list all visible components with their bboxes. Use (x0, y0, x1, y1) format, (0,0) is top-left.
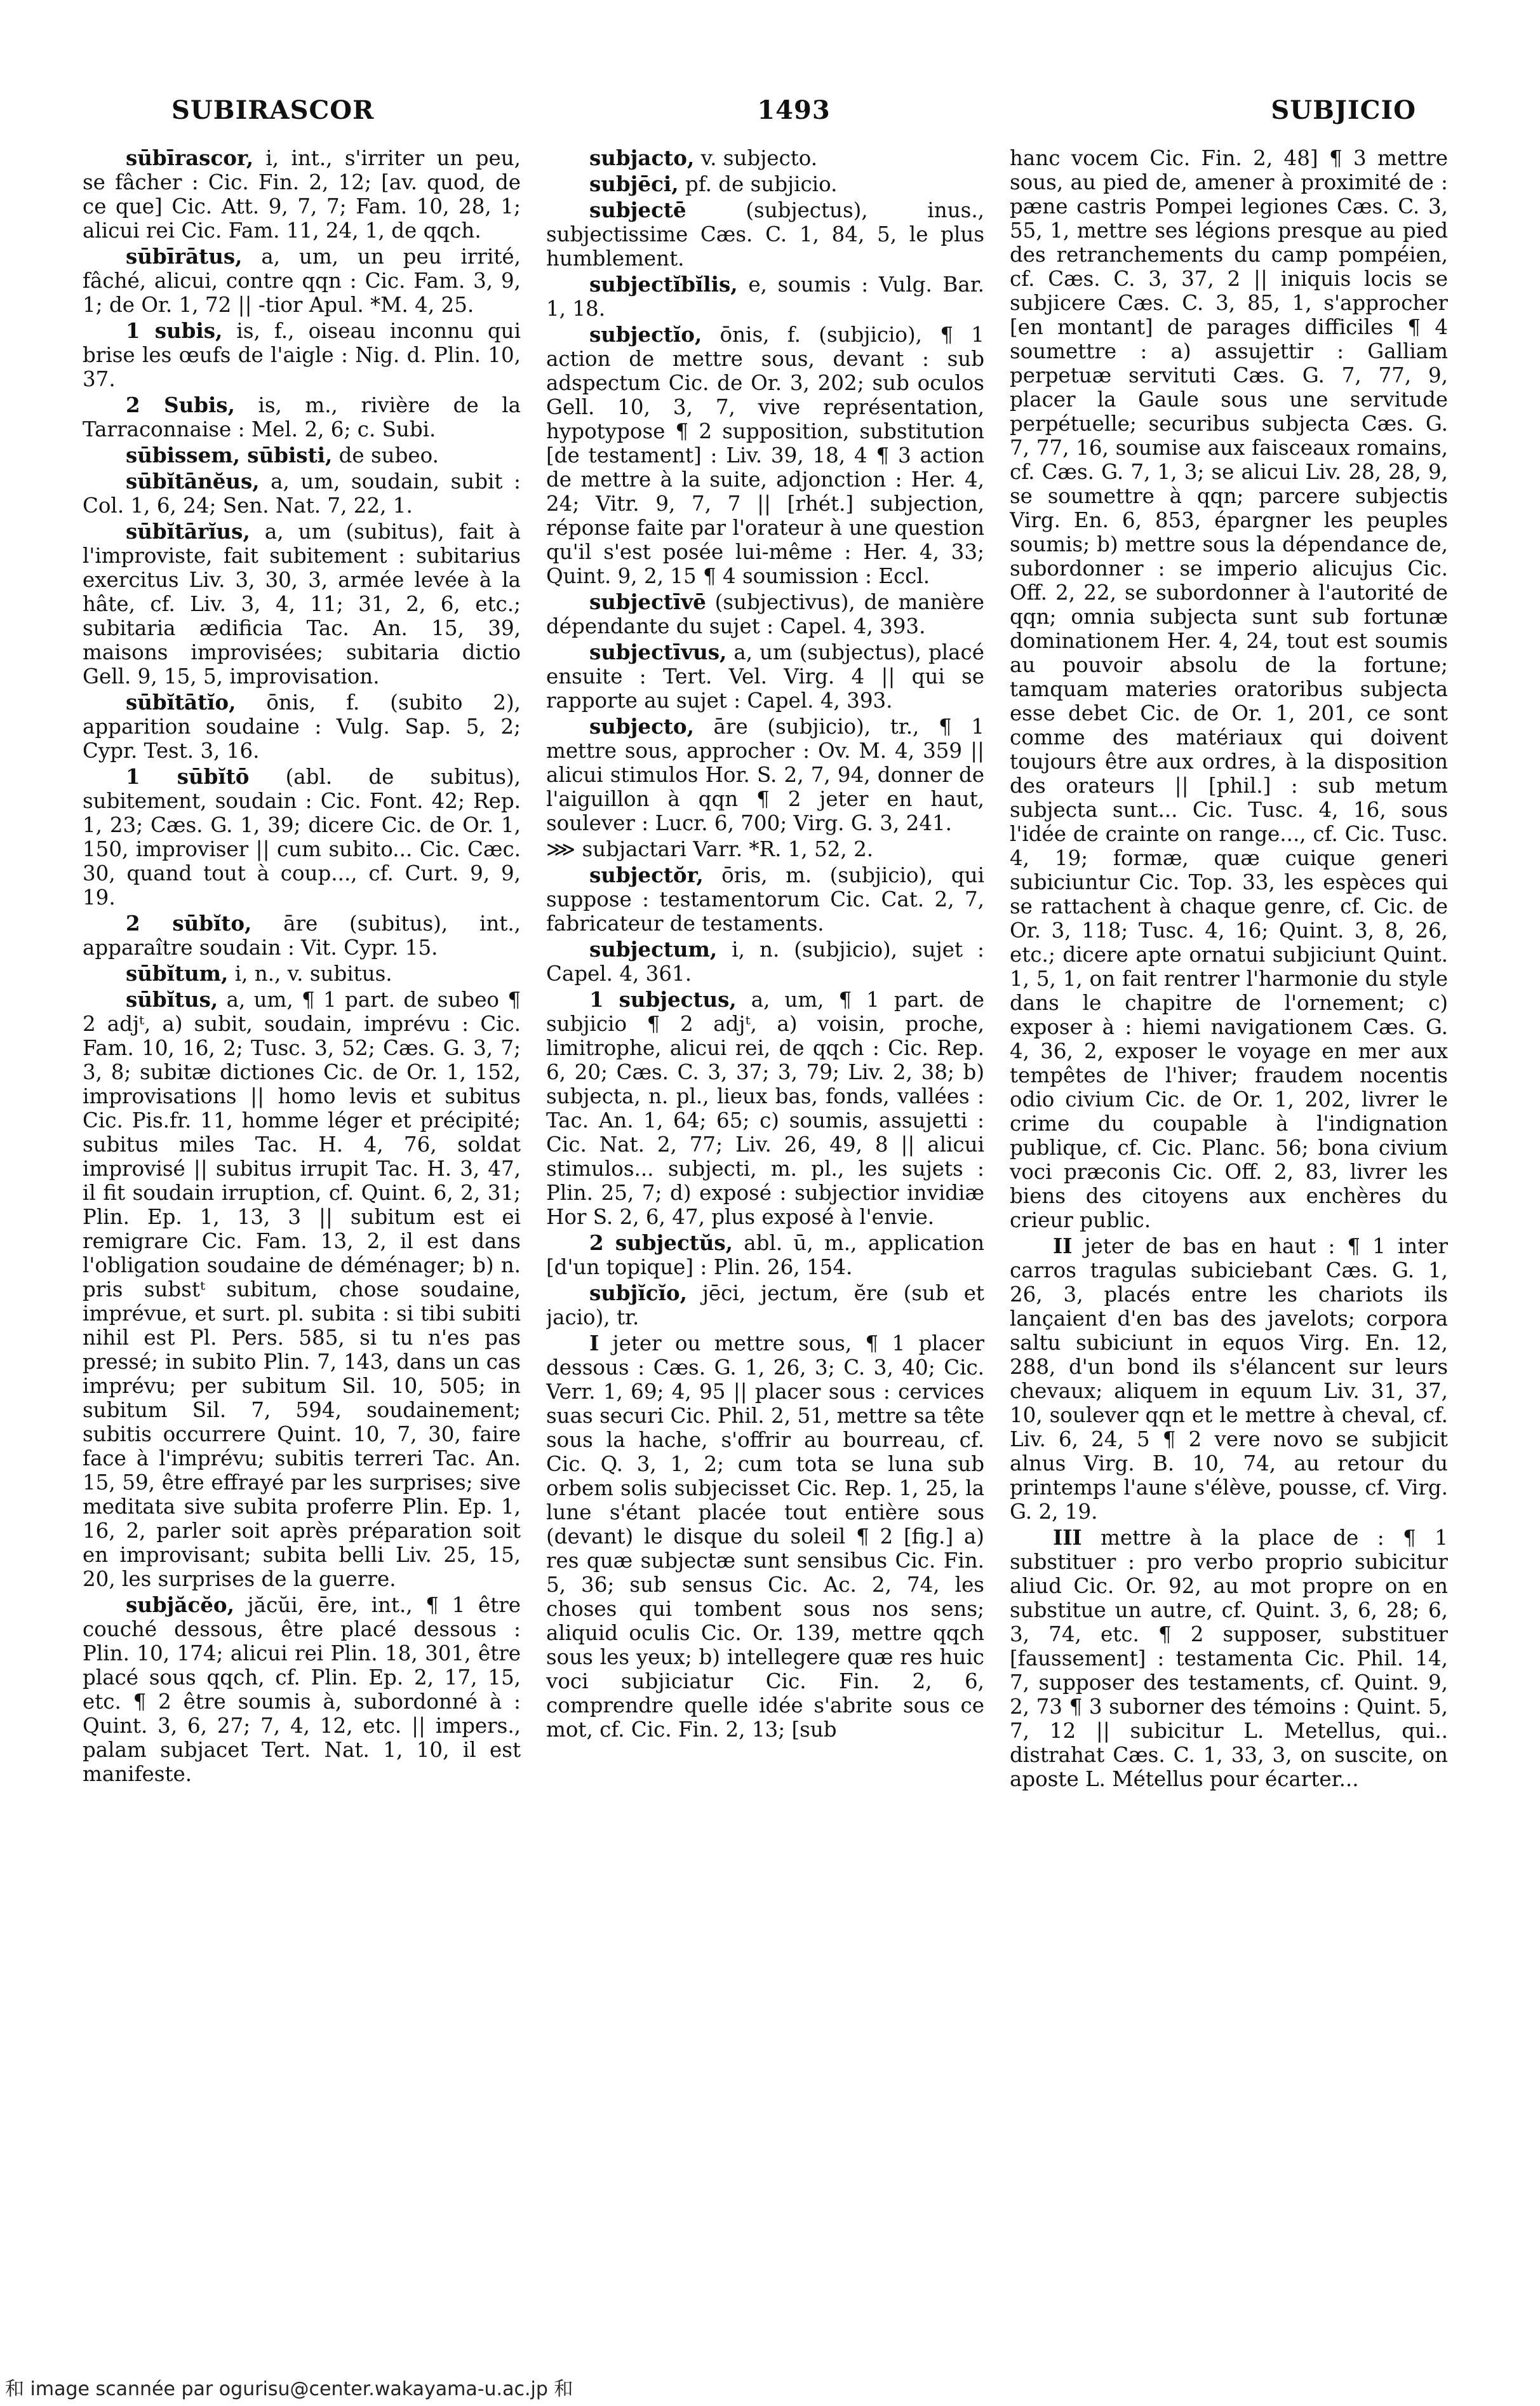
entry-definition: i, n., v. subitus. (234, 962, 392, 986)
entry-headword: 1 subjectus, (589, 987, 737, 1012)
dictionary-entry (1010, 1526, 1448, 1791)
entry-headword: 1 sūbĭtō (126, 764, 250, 789)
entry-headword: sūbĭtātĭo, (126, 690, 236, 715)
dictionary-entry (546, 1331, 984, 1742)
dictionary-entry (546, 715, 984, 835)
dictionary-entry (1010, 146, 1448, 1232)
entry-definition: v. subjecto. (700, 146, 818, 170)
entry-definition: jeter ou mettre sous, ¶ 1 placer dessous : Cæs. G. 1, 26, 3; C. 3, 40; Cic. Verr. 1, 69; 4, 95 || placer sous : cervices suas securi Cic. Phil. 2, 51, mettre sa tête sous la hache, s'offrir au bourreau, cf. Cic. Q. 3, 1, 2; cum tota se luna sub orbem solis subjecisset Cic. Rep. 1, 25, la lune s'étant placée tout entière sous (devant) le disque du soleil ¶ 2 [fig.] a) res quæ subjectæ sunt sensibus Cic. Fin. 5, 36; sub sensus Cic. Ac. 2, 74, les choses qui tombent sous nos sens; aliquid oculis Cic. Or. 139, mettre qqch sous les yeux; b) intellegere quæ res huic voci subjiciatur Cic. Fin. 2, 6, comprendre quelle idée s'abrite sous ce mot, cf. Cic. Fin. 2, 13; [sub (546, 1331, 984, 1742)
dictionary-entry (546, 146, 984, 170)
dictionary-entry (83, 911, 521, 960)
entry-definition: pf. de subjicio. (685, 172, 838, 196)
dictionary-entry (1010, 1234, 1448, 1524)
entry-headword: sūbissem, sūbisti, (126, 443, 333, 467)
dictionary-entry (83, 520, 521, 689)
dictionary-entry (83, 319, 521, 391)
dictionary-entry (83, 469, 521, 518)
dictionary-entry (546, 988, 984, 1229)
entry-definition: a, um (subjectus), placé ensuite : Tert. Vel. Virg. 4 || qui se rapporte au sujet : Capel. 4, 393. (546, 640, 984, 713)
dictionary-entry (546, 272, 984, 321)
dictionary-entry (546, 590, 984, 638)
entry-headword: subjectīvus, (589, 640, 727, 664)
dictionary-entry (546, 323, 984, 588)
dictionary-entry (546, 837, 984, 861)
dictionary-entry (83, 962, 521, 986)
running-head-right: SUBJICIO (1271, 95, 1416, 125)
entry-headword: sūbīrātus, (126, 244, 243, 269)
dictionary-entry (83, 765, 521, 910)
entry-definition: ōnis, f. (subjicio), ¶ 1 action de mettre sous, devant : sub adspectum Cic. de Or. 3, 202; sub oculos Gell. 10, 3, 7, vive représentation, hypotypose ¶ 2 supposition, substitution [de testament] : Liv. 39, 18, 4 ¶ 3 action de mettre à la suite, adjonction : Her. 4, 24; Vitr. 9, 7, 7 || [rhét.] subjection, réponse faite par l'orateur à une question qu'il s'est posée lui-même : Her. 4, 33; Quint. 9, 2, 15 ¶ 4 soumission : Eccl. (546, 323, 984, 588)
entry-headword: I (589, 1331, 599, 1355)
entry-definition: jēci, jectum, ĕre (sub et jacio), tr. (546, 1281, 984, 1329)
dictionary-entry (83, 690, 521, 763)
entry-headword: sūbĭtānĕus, (126, 469, 260, 494)
entry-definition: āre (subjicio), tr., ¶ 1 mettre sous, approcher : Ov. M. 4, 359 || alicui stimulos Hor. S. 2, 7, 94, donner de l'aiguillon à qqn ¶ 2 jeter en haut, soulever : Lucr. 6, 700; Virg. G. 3, 241. (546, 715, 984, 835)
entry-definition: ōnis, f. (subito 2), apparition soudaine : Vulg. Sap. 5, 2; Cypr. Test. 3, 16. (83, 690, 521, 763)
entry-definition: is, f., oiseau inconnu qui brise les œufs de l'aigle : Nig. d. Plin. 10, 37. (83, 319, 521, 391)
entry-headword: 1 subis, (126, 318, 223, 343)
entry-definition: a, um, ¶ 1 part. de subeo ¶ 2 adjᵗ, a) subit, soudain, imprévu : Cic. Fam. 10, 16, 2; Tusc. 3, 52; Cæs. G. 3, 7; 3, 8; subitæ dictiones Cic. de Or. 1, 152, improvisations || homo levis et subitus Cic. Pis.fr. 11, homme léger et précipité; subitus miles Tac. H. 4, 76, soldat improvisé || subitus irrupit Tac. H. 3, 47, il fit soudain irruption, cf. Quint. 6, 2, 31; Plin. Ep. 1, 13, 3 || subitum est ei remigrare Cic. Fam. 13, 2, il est dans l'obligation soudaine de déménager; b) n. pris substᵗ subitum, chose soudaine, imprévue, et surt. pl. subita : si tibi subiti nihil est Pl. Pers. 585, si tu n'es pas pressé; in subito Plin. 7, 143, dans un cas imprévu; per subitum Sil. 10, 505; in subitum Sil. 7, 594, soudainement; subitis occurrere Quint. 10, 7, 30, faire face à l'imprévu; subitis terreri Tac. An. 15, 59, être effrayé par les surprises; sive meditata sive subita proferre Plin. Ep. 1, 16, 2, parler soit après préparation soit en improvisant; subita belli Liv. 25, 15, 20, les surprises de la guerre. (83, 988, 521, 1591)
entry-definition: de subeo. (338, 443, 439, 467)
entry-definition: i, n. (subjicio), sujet : Capel. 4, 361. (546, 938, 984, 986)
entry-definition: a, um, ¶ 1 part. de subjicio ¶ 2 adjᵗ, a) voisin, proche, limitrophe, alicui rei, de qqch : Cic. Rep. 6, 20; Cæs. C. 3, 37; 3, 79; Liv. 2, 38; b) subjecta, n. pl., lieux bas, fonds, vallées : Tac. An. 1, 64; 65; c) soumis, assujetti : Cic. Nat. 2, 77; Liv. 26, 49, 8 || alicui stimulos... subjecti, m. pl., les sujets : Plin. 25, 7; d) exposé : subjectior invidiæ Hor S. 2, 6, 47, plus exposé à l'envie. (546, 988, 984, 1229)
entry-definition: a, um, soudain, subit : Col. 1, 6, 24; Sen. Nat. 7, 22, 1. (83, 469, 521, 518)
entry-definition: ōris, m. (subjicio), qui suppose : testamentorum Cic. Cat. 2, 7, fabricateur de testaments. (546, 863, 984, 936)
entry-definition: i, int., s'irriter un peu, se fâcher : Cic. Fin. 2, 12; [av. quod, de ce que] Cic. Att. 9, 7, 7; Fam. 10, 28, 1; alicui rei Cic. Fam. 11, 24, 1, de qqch. (83, 146, 521, 243)
column-1 (83, 146, 521, 2331)
entry-headword: subjectē (589, 198, 686, 222)
page-header (171, 95, 1416, 133)
entry-definition: ⋙ subjactari Varr. *R. 1, 52, 2. (546, 837, 874, 861)
entry-headword: subjectŏr, (589, 863, 704, 887)
dictionary-columns (83, 146, 1448, 2331)
dictionary-entry (546, 640, 984, 713)
entry-headword: subjăcĕo, (126, 1592, 234, 1617)
dictionary-entry (83, 988, 521, 1591)
entry-headword: II (1053, 1233, 1073, 1258)
entry-headword: subjectĭbĭlis, (589, 272, 738, 297)
entry-definition: is, m., rivière de la Tarraconnaise : Mel. 2, 6; c. Subi. (83, 393, 521, 441)
column-3 (1010, 146, 1448, 2331)
dictionary-entry (83, 1593, 521, 1786)
running-head-left: SUBIRASCOR (171, 95, 375, 125)
dictionary-entry (546, 1231, 984, 1279)
entry-headword: III (1053, 1525, 1082, 1550)
entry-definition: a, um (subitus), fait à l'improviste, fait subitement : subitarius exercitus Liv. 3, 30, 3, armée levée à la hâte, cf. Liv. 3, 4, 11; 31, 2, 6, etc.; subitaria ædificia Tac. An. 15, 39, maisons improvisées; subitaria dictio Gell. 9, 15, 5, improvisation. (83, 520, 521, 689)
entry-headword: 2 sūbĭto, (126, 911, 252, 936)
entry-definition: a, um, un peu irrité, fâché, alicui, contre qqn : Cic. Fam. 3, 9, 1; de Or. 1, 72 || -tior Apul. *M. 4, 25. (83, 245, 521, 317)
column-2 (546, 146, 984, 2331)
entry-definition: jăcŭi, ēre, int., ¶ 1 être couché dessous, être placé dessous : Plin. 10, 174; alicui rei Plin. 18, 301, être placé sous qqch, cf. Plin. Ep. 2, 17, 15, etc. ¶ 2 être soumis à, subordonné à : Quint. 3, 6, 27; 7, 4, 12, etc. || impers., palam subjacet Tert. Nat. 1, 10, il est manifeste. (83, 1593, 521, 1786)
entry-headword: sūbĭtus, (126, 987, 218, 1012)
entry-headword: subjecto, (589, 714, 694, 739)
entry-definition: (subjectus), inus., subjectissime Cæs. C. 1, 84, 5, le plus humblement. (546, 198, 984, 271)
dictionary-entry (546, 172, 984, 196)
entry-definition: e, soumis : Vulg. Bar. 1, 18. (546, 272, 984, 321)
dictionary-entry (83, 146, 521, 243)
entry-headword: subjēci, (589, 171, 679, 196)
entry-headword: 2 subjectŭs, (589, 1230, 733, 1255)
dictionary-entry (83, 393, 521, 441)
entry-definition: jeter de bas en haut : ¶ 1 inter carros tragulas subiciebant Cæs. G. 1, 26, 3, placés entre les chariots ils lançaient d'en bas des javelots; corpora saltu subiciunt in equos Virg. En. 12, 288, d'un bond ils s'élancent sur leurs chevaux; aliquem in equum Liv. 31, 37, 10, soulever qqn et le mettre à cheval, cf. Liv. 6, 24, 5 ¶ 2 vere novo se subjicit alnus Virg. B. 10, 74, au retour du printemps l'aune s'élève, pousse, cf. Virg. G. 2, 19. (1010, 1234, 1448, 1524)
entry-headword: subjectĭo, (589, 322, 702, 347)
entry-headword: sūbĭtum, (126, 961, 229, 986)
entry-definition: abl. ū, m., application [d'un topique] : Plin. 26, 154. (546, 1231, 984, 1279)
entry-headword: sūbĭtārĭus, (126, 519, 250, 544)
scan-credit: 和 image scannée par ogurisu@center.wakayama-u.ac.jp 和 (5, 2378, 573, 2400)
entry-definition: mettre à la place de : ¶ 1 substituer : pro verbo proprio subicitur aliud Cic. Or. 92, au mot propre on en substitue un autre, cf. Quint. 3, 6, 28; 6, 3, 74, etc. ¶ 2 supposer, substituer [faussement] : testamenta Cic. Phil. 14, 7, supposer des testaments, cf. Quint. 9, 2, 73 ¶ 3 suborner des témoins : Quint. 5, 7, 12 || subicitur L. Metellus, qui.. distrahat Cæs. C. 1, 33, 3, on suscite, on aposte L. Métellus pour écarter... (1010, 1526, 1448, 1791)
entry-headword: subjacto, (589, 146, 695, 170)
entry-headword: subjĭcĭo, (589, 1280, 687, 1305)
entry-headword: subjectum, (589, 937, 718, 962)
dictionary-entry (546, 198, 984, 271)
entry-definition: (subjectivus), de manière dépendante du sujet : Capel. 4, 393. (546, 590, 984, 638)
entry-headword: 2 Subis, (126, 393, 235, 417)
page-number: 1493 (757, 95, 831, 125)
entry-definition: hanc vocem Cic. Fin. 2, 48] ¶ 3 mettre sous, au pied de, amener à proximité de : pæne castris Pompei legiones Cæs. C. 3, 55, 1, mettre ses légions presque au pied des retranchements du camp pompéien, cf. Cæs. C. 3, 37, 2 || iniquis locis se subjicere Cæs. C. 3, 85, 1, s'approcher [en montant] de parages difficiles ¶ 4 soumettre : a) assujettir : Galliam perpetuæ servituti Cæs. G. 7, 77, 9, placer la Gaule sous une servitude perpétuelle; securibus subjecta Cæs. G. 7, 77, 16, soumise aux faisceaux romains, cf. Cæs. G. 7, 1, 3; se alicui Liv. 28, 28, 9, se soumettre à qqn; parcere subjectis Virg. En. 6, 853, épargner les peuples soumis; b) mettre sous la dépendance de, subordonner : se imperio alicujus Cic. Off. 2, 22, se subordonner à l'autorité de qqn; omnia subjecta sunt sub fortunæ dominationem Her. 4, 24, tout est soumis au pouvoir absolu de la fortune; tamquam materies oratoribus subjecta esse debet Cic. de Or. 1, 201, ce sont comme des matériaux qui doivent toujours être aux ordres, à la disposition des orateurs || [phil.] : sub metum subjecta sunt... Cic. Tusc. 4, 16, sous l'idée de crainte on range..., cf. Cic. Tusc. 4, 19; formæ, quæ cuique generi subiciuntur Cic. Top. 33, les espèces qui se rattachent à chaque genre, cf. Cic. de Or. 3, 118; Tusc. 4, 16; Quint. 3, 8, 26, etc.; dicere apte ornatui subjiciunt Quint. 1, 5, 1, on fait rentrer l'harmonie du style dans le chapitre de l'ornement; c) exposer à : hiemi navigationem Cæs. G. 4, 36, 2, exposer le voyage en mer aux tempêtes de l'hiver; fraudem nocentis odio civium Cic. de Or. 1, 202, livrer le crime du coupable à l'indignation publique, cf. Cic. Planc. 56; bona civium voci præconis Cic. Off. 2, 83, livrer les biens des citoyens aux enchères du crieur public. (1010, 146, 1448, 1232)
dictionary-entry (546, 863, 984, 936)
entry-headword: sūbīrascor, (126, 146, 254, 170)
entry-definition: (abl. de subitus), subitement, soudain : Cic. Font. 42; Rep. 1, 23; Cæs. G. 1, 39; dicere Cic. de Or. 1, 150, improviser || cum subito... Cic. Cæc. 30, quand tout à coup..., cf. Curt. 9, 9, 19. (83, 765, 521, 910)
dictionary-entry (83, 443, 521, 467)
dictionary-entry (546, 1281, 984, 1329)
entry-headword: subjectīvē (589, 589, 706, 614)
dictionary-entry (83, 245, 521, 317)
entry-definition: āre (subitus), int., apparaître soudain : Vit. Cypr. 15. (83, 911, 521, 960)
dictionary-entry (546, 938, 984, 986)
